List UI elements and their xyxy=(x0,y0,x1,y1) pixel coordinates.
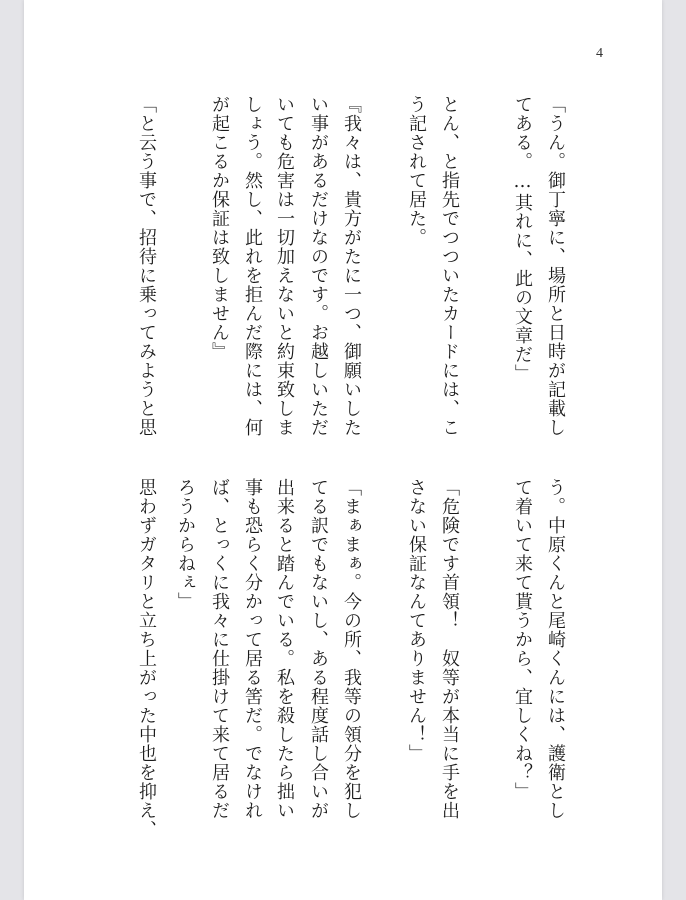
text-column: う記されて居た。 xyxy=(406,95,427,247)
text-column: 「うん。御丁寧に、場所と日時が記載し xyxy=(545,95,566,437)
text-column: てる訳でもないし、ある程度話し合いが xyxy=(308,478,329,820)
text-column: 『我々は、貴方がたに一つ、御願いした xyxy=(341,95,362,437)
text-column: て着いて来て貰うから、宜しくね？」 xyxy=(512,478,533,801)
text-column: いても危害は一切加えないと約束致しま xyxy=(274,95,295,437)
text-column: 思わずガタリと立ち上がった中也を抑え、 xyxy=(136,478,157,839)
text-column: ろうからねぇ」 xyxy=(175,478,196,611)
text-column: が起こるか保証は致しません』 xyxy=(209,95,230,361)
page-number: 4 xyxy=(596,46,603,61)
text-column: 出来ると踏んでいる。私を殺したら拙い xyxy=(274,478,295,820)
text-column: てある。…其れに、此の文章だ」 xyxy=(512,95,533,383)
text-column: さない保証なんてありません！」 xyxy=(406,478,427,763)
text-column: とん、と指先でつついたカードには、こ xyxy=(439,95,460,437)
text-column: 「まぁまぁ。今の所、我等の領分を犯し xyxy=(341,478,362,820)
text-column: い事があるだけなのです。お越しいただ xyxy=(308,95,329,437)
text-column: 「と云う事で、招待に乗ってみようと思 xyxy=(136,95,157,437)
text-column: ば、とっくに我々に仕掛けて来て居るだ xyxy=(209,478,230,820)
text-column: 事も恐らく分かって居る筈だ。でなけれ xyxy=(242,478,263,820)
book-page xyxy=(24,0,662,900)
text-column: う。中原くんと尾崎くんには、護衛とし xyxy=(545,478,566,820)
text-column: しょう。然し、此れを拒んだ際には、何 xyxy=(242,95,263,437)
text-column: 「危険です首領！ 奴等が本当に手を出 xyxy=(439,478,460,820)
